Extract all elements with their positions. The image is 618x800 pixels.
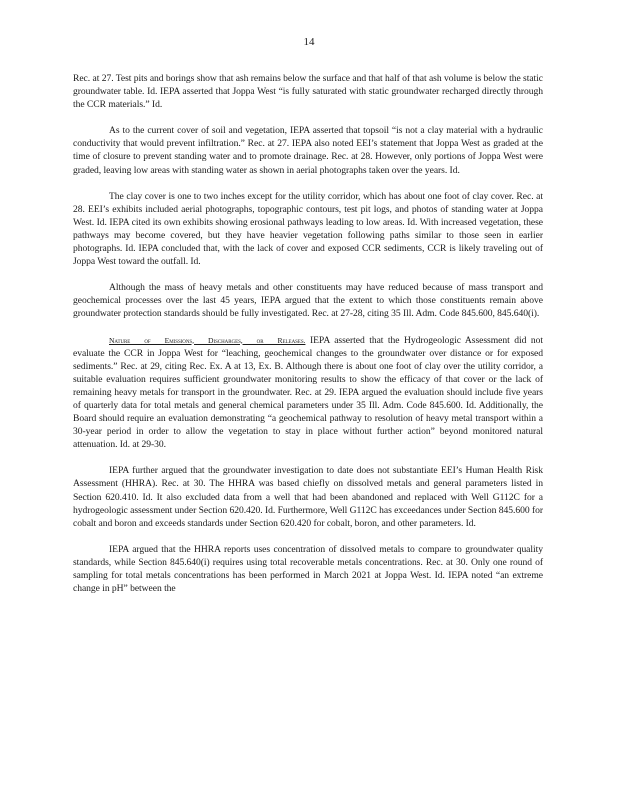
paragraph-2-text: As to the current cover of soil and vegetation, IEPA asserted that topsoil “is not a clay material with a hydraulic conductivity that would prevent infiltration.” Rec. at 27. IEPA also noted EEI’s statement that Joppa West as graded at the time of closure to prevent standing water and to promote drainage. Rec. at 28. However, only portions of Joppa West were graded, leaving low areas with standing water as shown in aerial photographs taken over the years. Id. [73, 125, 543, 176]
paragraph-4 [73, 281, 543, 320]
section-heading: Nature of Emissions, Discharges, or Releases. [109, 335, 306, 345]
page-number: 14 [303, 36, 315, 48]
paragraph-5 [73, 334, 543, 452]
paragraph-7-text: IEPA argued that the HHRA reports uses concentration of dissolved metals to compare to groundwater quality standards, while Section 845.640(i) requires using total recoverable metals concentrations. Rec. at 30. Only one round of sampling for total metals concentrations has been performed in March 2021 at Joppa West. Id. IEPA noted “an extreme change in pH” between the [73, 543, 543, 595]
paragraph-5-text: IEPA asserted that the Hydrogeologic Assessment did not evaluate the CCR in Joppa West for “leaching, geochemical changes to the groundwater over distance or for exposed sediments.” Rec. at 29, citing Rec. Ex. A at 13, Ex. B. Although there is about one foot of clay over the utility corridor, a suitable evaluation requires sufficient groundwater monitoring results to show the efficacy of that cover or the lack of remaining heavy metals for transport in the groundwater. Rec. at 29. IEPA argued the evaluation should include five years of quarterly data for total metals and general chemical parameters under 35 Ill. Adm. Code 845.600. Id. Additionally, the Board should require an evaluation demonstrating “a geochemical pathway to resolution of heavy metal transport within a 30-year period in order to allow the vegetation to stay in place without further action” beyond monitored natural attenuation. Id. at 29-30. [73, 334, 543, 451]
paragraph-1 [73, 72, 543, 111]
paragraph-7 [73, 543, 543, 595]
paragraph-6-text: IEPA further argued that the groundwater investigation to date does not substantiate EEI’s Human Health Risk Assessment (HHRA). Rec. at 30. The HHRA was based chiefly on dissolved metals and general parameters listed in Section 620.410. Id. It also excluded data from a well that had been abandoned and replaced with Well G112C for a hydrogeologic assessment under Section 620.420. Id. Furthermore, Well G112C has exceedances under Section 845.600 for cobalt and boron and exceeds standards under Section 620.420 for cobalt, boron, and other parameters. Id. [73, 465, 543, 529]
paragraph-1-text: Rec. at 27. Test pits and borings show that ash remains below the surface and that half of that ash volume is below the static groundwater table. Id. IEPA asserted that Joppa West “is fully saturated with static groundwater recharged directly through the CCR materials.” Id. [73, 73, 543, 111]
paragraph-3 [73, 190, 543, 269]
paragraph-6 [73, 464, 543, 529]
paragraph-2 [73, 124, 543, 176]
paragraph-4-text: Although the mass of heavy metals and other constituents may have reduced because of mass transport and geochemical processes over the last 45 years, IEPA argued that the extent to which those constituents remain above groundwater protection standards should be fully investigated. Rec. at 27-28, citing 35 Ill. Adm. Code 845.600, 845.640(i). [73, 282, 543, 320]
paragraph-3-text: The clay cover is one to two inches except for the utility corridor, which has about one foot of clay cover. Rec. at 28. EEI’s exhibits included aerial photographs, topographic contours, test pit logs, and photos of standing water at Joppa West. Id. IEPA cited its own exhibits showing erosional pathways leading to low areas. Id. With increased vegetation, these pathways may become covered, but they have heavier vegetation following paths similar to those seen in earlier photographs. Id. IEPA concluded that, with the lack of cover and exposed CCR sediments, CCR is likely traveling out of Joppa West toward the outfall. Id. [73, 190, 543, 268]
document-body [73, 72, 543, 608]
